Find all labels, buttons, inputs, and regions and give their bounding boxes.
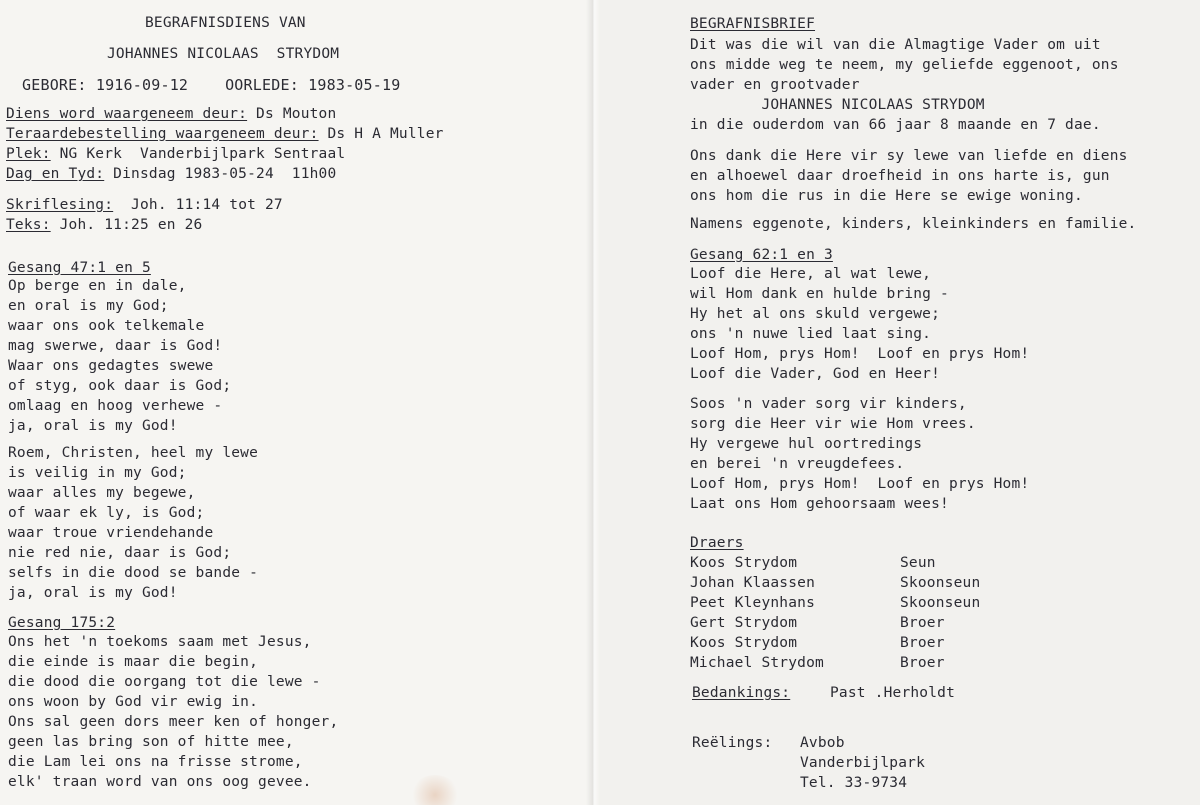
text-label: Teks: bbox=[6, 217, 51, 233]
bearer-relation: Broer bbox=[900, 615, 945, 631]
hymn-47-line: Roem, Christen, heel my lewe bbox=[8, 445, 259, 461]
hymn-47-line: ja, oral is my God! bbox=[8, 585, 178, 601]
burial-officiant-label: Teraardebestelling waargeneem deur: bbox=[6, 126, 319, 142]
officiant-row bbox=[6, 104, 336, 124]
hymn-175-line: die dood die oorgang tot die lewe - bbox=[8, 674, 321, 690]
hymn-47-heading: Gesang 47:1 en 5 bbox=[8, 260, 151, 276]
bearer-relation: Broer bbox=[900, 655, 945, 671]
right-page bbox=[592, 0, 1200, 805]
hymn-175-line: geen las bring son of hitte mee, bbox=[8, 734, 294, 750]
text-value: Joh. 11:25 en 26 bbox=[50, 217, 203, 233]
bearer-name: Koos Strydom bbox=[690, 635, 798, 651]
paper-stain bbox=[410, 775, 460, 805]
hymn-47-line: mag swerwe, daar is God! bbox=[8, 338, 223, 354]
hymn-47-line: of waar ek ly, is God; bbox=[8, 505, 205, 521]
thanks-label: Bedankings: bbox=[692, 685, 791, 701]
hymn-62-line: sorg die Heer vir wie Hom vrees. bbox=[690, 416, 976, 432]
hymn-175-heading: Gesang 175:2 bbox=[8, 615, 116, 631]
hymn-47-line: waar troue vriendehande bbox=[8, 525, 214, 541]
hymn-62-line: en berei 'n vreugdefees. bbox=[690, 456, 905, 472]
hymn-175-line: ons woon by God vir ewig in. bbox=[8, 694, 259, 710]
hymn-175-line: die Lam lei ons na frisse strome, bbox=[8, 754, 303, 770]
hymn-62-line: Soos 'n vader sorg vir kinders, bbox=[690, 396, 967, 412]
hymn-47-line: en oral is my God; bbox=[8, 298, 169, 314]
hymn-47-line: ja, oral is my God! bbox=[8, 418, 178, 434]
letter-line: Ons dank die Here vir sy lewe van liefde en diens bbox=[690, 148, 1128, 164]
bearer-name: Gert Strydom bbox=[690, 615, 798, 631]
bearer-relation: Skoonseun bbox=[900, 595, 981, 611]
hymn-62-line: Loof die Here, al wat lewe, bbox=[690, 266, 932, 282]
hymn-62-line: Loof Hom, prys Hom! Loof en prys Hom! bbox=[690, 476, 1030, 492]
bearer-relation: Broer bbox=[900, 635, 945, 651]
place-label: Plek: bbox=[6, 146, 51, 162]
bearers-heading: Draers bbox=[690, 535, 744, 551]
hymn-47-line: of styg, ook daar is God; bbox=[8, 378, 232, 394]
scripture-reading-row bbox=[6, 195, 283, 215]
burial-officiant-value: Ds H A Muller bbox=[318, 126, 444, 142]
hymn-62-line: Loof die Vader, God en Heer! bbox=[690, 366, 941, 382]
hymn-62-line: Hy het al ons skuld vergewe; bbox=[690, 306, 941, 322]
bearer-name: Peet Kleynhans bbox=[690, 595, 816, 611]
hymn-62-line: ons 'n nuwe lied laat sing. bbox=[690, 326, 932, 342]
hymn-47-line: waar alles my begewe, bbox=[8, 485, 196, 501]
service-title: BEGRAFNISDIENS VAN bbox=[145, 15, 306, 31]
bearer-name: Johan Klaassen bbox=[690, 575, 816, 591]
hymn-47-line: Op berge en in dale, bbox=[8, 278, 187, 294]
date-time-value: Dinsdag 1983-05-24 11h00 bbox=[104, 166, 337, 182]
letter-heading: BEGRAFNISBRIEF bbox=[690, 16, 816, 32]
hymn-62-line: Loof Hom, prys Hom! Loof en prys Hom! bbox=[690, 346, 1030, 362]
letter-line: en alhoewel daar droefheid in ons harte is, gun bbox=[690, 168, 1110, 184]
hymn-175-line: Ons het 'n toekoms saam met Jesus, bbox=[8, 634, 312, 650]
letter-line: vader en grootvader bbox=[690, 77, 860, 93]
bearer-name: Michael Strydom bbox=[690, 655, 824, 671]
date-time-row bbox=[6, 164, 336, 184]
letter-line: in die ouderdom van 66 jaar 8 maande en 7 dae. bbox=[690, 117, 1101, 133]
officiant-label: Diens word waargeneem deur: bbox=[6, 106, 248, 122]
arrangements-label: Reëlings: bbox=[692, 735, 773, 751]
letter-line: Dit was die wil van die Almagtige Vader om uit bbox=[690, 37, 1101, 53]
place-row bbox=[6, 144, 345, 164]
letter-line: ons midde weg te neem, my geliefde eggenoot, ons bbox=[690, 57, 1119, 73]
left-page bbox=[0, 0, 592, 805]
deceased-name: JOHANNES NICOLAAS STRYDOM bbox=[107, 46, 340, 62]
scripture-reading-label: Skriflesing: bbox=[6, 197, 114, 213]
letter-line: ons hom die rus in die Here se ewige woning. bbox=[690, 188, 1083, 204]
thanks-value: Past .Herholdt bbox=[830, 685, 956, 701]
burial-officiant-row bbox=[6, 124, 444, 144]
letter-signoff: Namens eggenote, kinders, kleinkinders en familie. bbox=[690, 216, 1137, 232]
birth-death-dates: GEBORE: 1916-09-12 OORLEDE: 1983-05-19 bbox=[22, 76, 401, 94]
hymn-47-line: Waar ons gedagtes swewe bbox=[8, 358, 214, 374]
hymn-47-line: selfs in die dood se bande - bbox=[8, 565, 259, 581]
hymn-62-heading: Gesang 62:1 en 3 bbox=[690, 247, 833, 263]
arrangements-line: Vanderbijlpark bbox=[800, 755, 926, 771]
bearer-name: Koos Strydom bbox=[690, 555, 798, 571]
hymn-47-line: waar ons ook telkemale bbox=[8, 318, 205, 334]
date-time-label: Dag en Tyd: bbox=[6, 166, 105, 182]
hymn-47-line: is veilig in my God; bbox=[8, 465, 187, 481]
hymn-47-line: omlaag en hoog verhewe - bbox=[8, 398, 223, 414]
hymn-47-line: nie red nie, daar is God; bbox=[8, 545, 232, 561]
arrangements-line: Avbob bbox=[800, 735, 845, 751]
bearer-relation: Skoonseun bbox=[900, 575, 981, 591]
scripture-reading-value: Joh. 11:14 tot 27 bbox=[113, 197, 283, 213]
place-value: NG Kerk Vanderbijlpark Sentraal bbox=[50, 146, 346, 162]
hymn-175-line: die einde is maar die begin, bbox=[8, 654, 259, 670]
hymn-62-line: wil Hom dank en hulde bring - bbox=[690, 286, 949, 302]
hymn-62-line: Hy vergewe hul oortredings bbox=[690, 436, 923, 452]
bearer-relation: Seun bbox=[900, 555, 936, 571]
text-row bbox=[6, 215, 202, 235]
page-fold bbox=[586, 0, 600, 805]
hymn-175-line: Ons sal geen dors meer ken of honger, bbox=[8, 714, 339, 730]
letter-line: JOHANNES NICOLAAS STRYDOM bbox=[690, 97, 985, 113]
hymn-62-line: Laat ons Hom gehoorsaam wees! bbox=[690, 496, 949, 512]
arrangements-line: Tel. 33-9734 bbox=[800, 775, 908, 791]
officiant-value: Ds Mouton bbox=[247, 106, 337, 122]
hymn-175-line: elk' traan word van ons oog gevee. bbox=[8, 774, 312, 790]
